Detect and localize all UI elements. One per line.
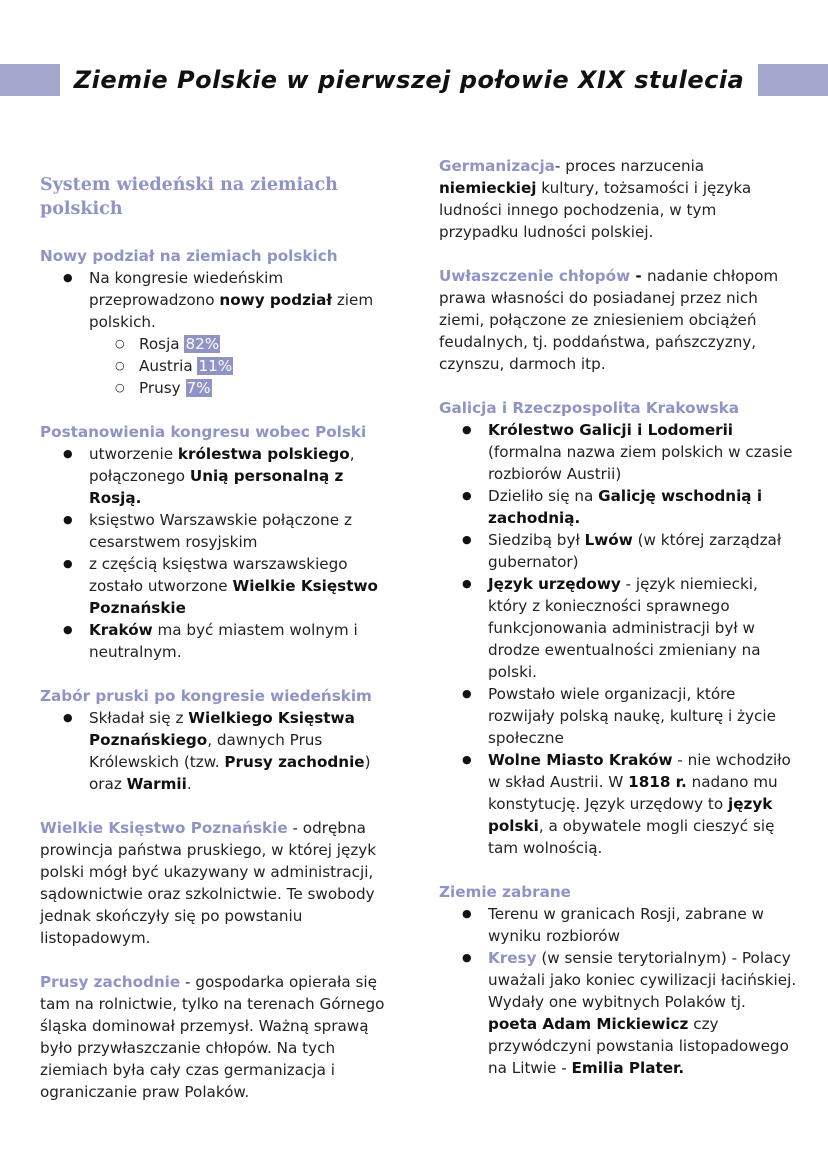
list-item: ● Na kongresie wiedeńskim przeprowadzono nowy podział ziem polskich. ○ Rosja 82% ○ Austria 11% ○ Prusy 7% [89, 267, 395, 399]
section-heading: System wiedeński na ziemiach polskich [40, 175, 338, 219]
zabrane-section [439, 881, 799, 1079]
percentage-badge: 82% [185, 335, 220, 353]
galicja-title: Galicja i Rzeczpospolita Krakowska [439, 399, 739, 417]
zabor-list [40, 707, 395, 795]
uwlaszczenie-term: Uwłaszczenie chłopów [439, 267, 631, 285]
postanowienia-list [40, 443, 395, 663]
zabrane-title: Ziemie zabrane [439, 883, 571, 901]
zabor-title: Zabór pruski po kongresie wiedeńskim [40, 687, 372, 705]
wkp-paragraph: Wielkie Księstwo Poznańskie - odrębna prowincja państwa pruskiego, w której język polski mógł być ukazywany w administracji, sądownictwie oraz szkolnictwie. Te swobody jednak skończyły się po powstaniu listopadowym. [40, 819, 377, 947]
list-item: ● utworzenie królestwa polskiego, połączonego Unią personalną z Rosją. [89, 443, 395, 509]
postanowienia-section [40, 421, 395, 663]
prusy-paragraph: Prusy zachodnie - gospodarka opierała się tam na rolnictwie, tylko na terenach Górnego śląska dominował przemysł. Ważną sprawą było przywłaszczanie chłopów. Na tych ziemiach była cały czas germanizacja i ograniczanie praw Polaków. [40, 973, 385, 1101]
list-item: ● Wolne Miasto Kraków - nie wchodziło w skład Austrii. W 1818 r. nadano mu konstytucję. Język urzędowy to język polski, a obywatele mogli cieszyć się tam wolnością. [488, 749, 799, 859]
podzial-section [40, 245, 395, 399]
postanowienia-title: Postanowienia kongresu wobec Polski [40, 423, 367, 441]
left-column [40, 173, 395, 1125]
galicja-list [439, 419, 799, 859]
percentage-badge: 11% [198, 357, 233, 375]
list-item: ● księstwo Warszawskie połączone z cesarstwem rosyjskim [89, 509, 395, 553]
right-column [439, 155, 799, 1101]
list-item: ● Dzieliło się na Galicję wschodnią i zachodnią. [488, 485, 799, 529]
list-item: ● Terenu w granicach Rosji, zabrane w wyniku rozbiorów [488, 903, 799, 947]
partition-item: ○ Austria 11% [139, 355, 395, 377]
partition-item: ○ Rosja 82% [139, 333, 395, 355]
kresy-term: Kresy [488, 949, 537, 967]
list-item: ● Składał się z Wielkiego Księstwa Poznańskiego, dawnych Prus Królewskich (tzw. Prusy zachodnie) oraz Warmii. [89, 707, 395, 795]
partition-item: ○ Prusy 7% [139, 377, 395, 399]
prusy-term: Prusy zachodnie [40, 973, 181, 991]
list-item: ● Powstało wiele organizacji, które rozwijały polską naukę, kulturę i życie społeczne [488, 683, 799, 749]
germanizacja-term: Germanizacja [439, 157, 555, 175]
list-item: ● Kraków ma być miastem wolnym i neutralnym. [89, 619, 395, 663]
podzial-title: Nowy podział na ziemiach polskich [40, 247, 338, 265]
uwlaszczenie-paragraph: Uwłaszczenie chłopów - nadanie chłopom prawa własności do posiadanej przez nich ziemi, połączone ze zniesieniem obciążeń feudalnych, tj. poddaństwa, pańszczyzny, czynszu, darmoch itp. [439, 267, 779, 373]
zabrane-list [439, 903, 799, 1079]
title-box [60, 58, 758, 102]
page-title: Ziemie Polskie w pierwszej połowie XIX stulecia [73, 66, 745, 94]
list-item: ● Język urzędowy - język niemiecki, który z konieczności sprawnego funkcjonowania administracji był w drodze ewentualności zmieniany na polski. [488, 573, 799, 683]
partition-list [89, 333, 395, 399]
list-item: ● Kresy (w sensie terytorialnym) - Polacy uważali jako koniec cywilizacji łacińskiej. Wydały one wybitnych Polaków tj. poeta Adam Mickiewicz czy przywódczyni powstania listopadowego na Litwie - Emilia Plater. [488, 947, 799, 1079]
wkp-term: Wielkie Księstwo Poznańskie [40, 819, 288, 837]
podzial-list [40, 267, 395, 399]
zabor-section [40, 685, 395, 795]
galicja-section [439, 397, 799, 859]
list-item: ● Siedzibą był Lwów (w której zarządzał gubernator) [488, 529, 799, 573]
list-item: ● Królestwo Galicji i Lodomerii (formalna nazwa ziem polskich w czasie rozbiorów Austrii) [488, 419, 799, 485]
list-item: ● z częścią księstwa warszawskiego zostało utworzone Wielkie Księstwo Poznańskie [89, 553, 395, 619]
germanizacja-paragraph: Germanizacja- proces narzucenia niemieckiej kultury, tożsamości i języka ludności innego pochodzenia, w tym przypadku ludności polskiej. [439, 157, 752, 241]
percentage-badge: 7% [186, 379, 211, 397]
